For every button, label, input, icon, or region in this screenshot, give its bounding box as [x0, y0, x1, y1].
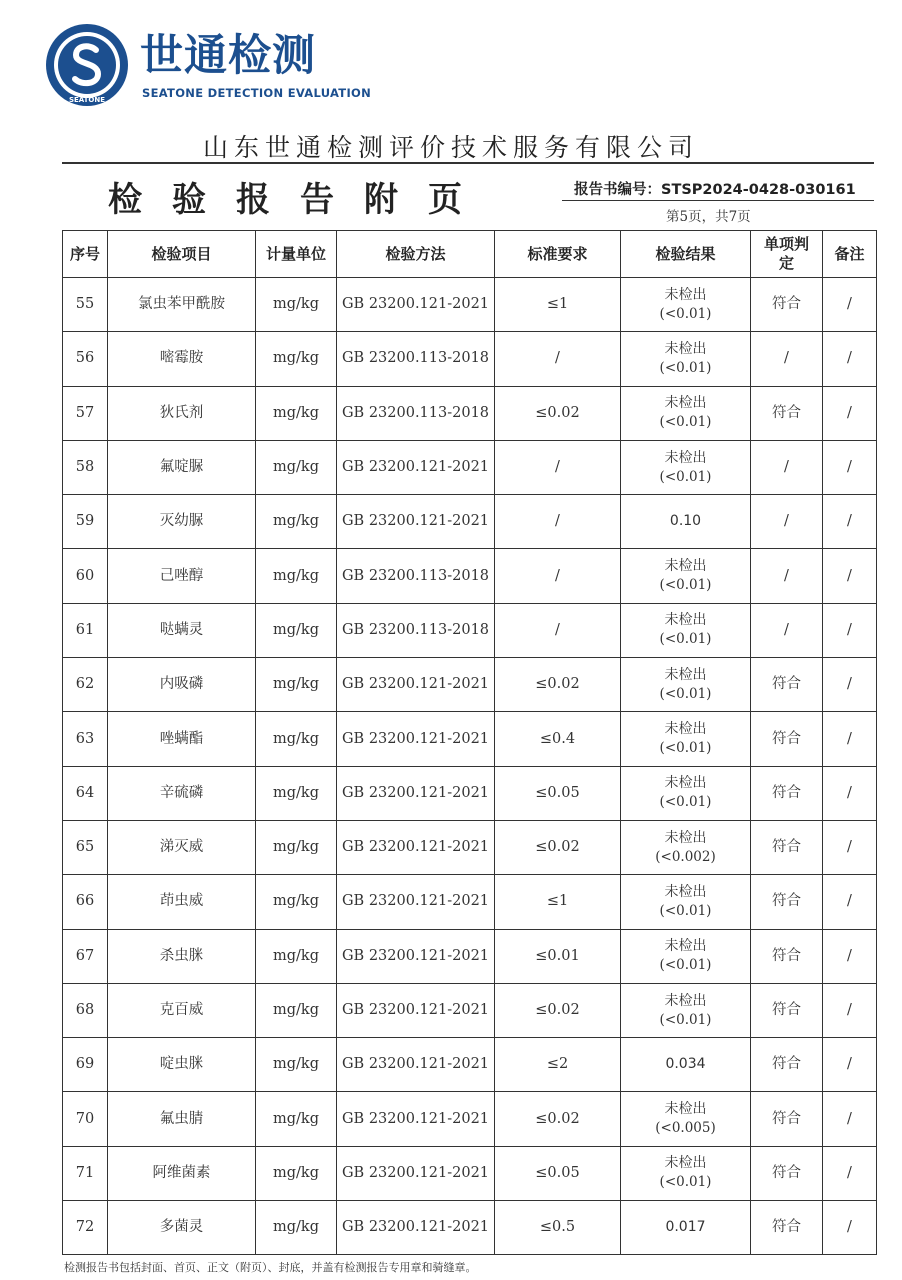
- cell-remark: /: [823, 1146, 877, 1200]
- cell-result: [621, 983, 751, 1037]
- cell-unit: mg/kg: [256, 712, 337, 766]
- result-limit: (<0.002): [655, 848, 716, 865]
- cell-method: GB 23200.121-2021: [337, 440, 495, 494]
- result-value: 未检出: [664, 286, 707, 303]
- cell-remark: /: [823, 332, 877, 386]
- cell-judgement: /: [751, 603, 823, 657]
- cell-unit: mg/kg: [256, 1092, 337, 1146]
- table-row: [63, 820, 877, 874]
- cell-judgement: 符合: [751, 386, 823, 440]
- table-row: [63, 929, 877, 983]
- table-row: [63, 983, 877, 1037]
- cell-method: GB 23200.113-2018: [337, 386, 495, 440]
- cell-unit: mg/kg: [256, 549, 337, 603]
- cell-method: GB 23200.121-2021: [337, 875, 495, 929]
- cell-judgement: 符合: [751, 1092, 823, 1146]
- brand-name-cn: 世通检测: [140, 31, 316, 81]
- table-row: [63, 658, 877, 712]
- cell-item: 克百威: [108, 983, 256, 1037]
- cell-item: 哒螨灵: [108, 603, 256, 657]
- cell-method: GB 23200.121-2021: [337, 495, 495, 549]
- cell-no: 55: [63, 278, 108, 332]
- cell-unit: mg/kg: [256, 820, 337, 874]
- cell-method: GB 23200.121-2021: [337, 766, 495, 820]
- cell-unit: mg/kg: [256, 278, 337, 332]
- cell-remark: /: [823, 549, 877, 603]
- header-standard: 标准要求: [495, 231, 621, 278]
- cell-item: 氯虫苯甲酰胺: [108, 278, 256, 332]
- header-unit: 计量单位: [256, 231, 337, 278]
- cell-method: GB 23200.121-2021: [337, 1038, 495, 1092]
- cell-method: GB 23200.121-2021: [337, 278, 495, 332]
- cell-result: [621, 440, 751, 494]
- table-row: [63, 875, 877, 929]
- table-body: [63, 278, 877, 1255]
- cell-item: 辛硫磷: [108, 766, 256, 820]
- cell-standard: ≤0.02: [495, 1092, 621, 1146]
- cell-no: 60: [63, 549, 108, 603]
- cell-result: [621, 1146, 751, 1200]
- cell-no: 59: [63, 495, 108, 549]
- cell-no: 62: [63, 658, 108, 712]
- header-judgement: 单项判定: [751, 231, 823, 278]
- cell-judgement: /: [751, 495, 823, 549]
- cell-item: 多菌灵: [108, 1201, 256, 1255]
- table-header-row: [63, 231, 877, 278]
- header-divider: [62, 162, 874, 164]
- result-value: 未检出: [664, 829, 707, 846]
- cell-judgement: 符合: [751, 658, 823, 712]
- result-limit: (<0.01): [659, 468, 712, 485]
- cell-standard: ≤0.02: [495, 386, 621, 440]
- header-no: 序号: [63, 231, 108, 278]
- cell-method: GB 23200.121-2021: [337, 983, 495, 1037]
- cell-item: 氟啶脲: [108, 440, 256, 494]
- cell-result: [621, 1092, 751, 1146]
- table-row: [63, 495, 877, 549]
- result-value: 未检出: [664, 1101, 707, 1118]
- result-value: 未检出: [664, 775, 707, 792]
- cell-method: GB 23200.113-2018: [337, 332, 495, 386]
- cell-standard: ≤0.4: [495, 712, 621, 766]
- cell-remark: /: [823, 440, 877, 494]
- cell-result: [621, 658, 751, 712]
- cell-judgement: 符合: [751, 820, 823, 874]
- cell-method: GB 23200.121-2021: [337, 658, 495, 712]
- cell-no: 63: [63, 712, 108, 766]
- cell-item: 涕灭威: [108, 820, 256, 874]
- cell-item: 杀虫脒: [108, 929, 256, 983]
- cell-item: 内吸磷: [108, 658, 256, 712]
- cell-remark: /: [823, 1201, 877, 1255]
- cell-no: 68: [63, 983, 108, 1037]
- result-value: 未检出: [664, 721, 707, 738]
- inspection-table: [62, 230, 877, 1255]
- page-number: 第5页，共7页: [666, 209, 751, 225]
- result-limit: (<0.01): [659, 577, 712, 594]
- cell-no: 69: [63, 1038, 108, 1092]
- cell-unit: mg/kg: [256, 766, 337, 820]
- cell-unit: mg/kg: [256, 386, 337, 440]
- cell-unit: mg/kg: [256, 603, 337, 657]
- cell-result: [621, 278, 751, 332]
- table-row: [63, 549, 877, 603]
- cell-unit: mg/kg: [256, 332, 337, 386]
- result-value: 未检出: [664, 395, 707, 412]
- table-row: [63, 1146, 877, 1200]
- cell-remark: /: [823, 1038, 877, 1092]
- cell-method: GB 23200.113-2018: [337, 603, 495, 657]
- cell-result: [621, 1038, 751, 1092]
- cell-method: GB 23200.121-2021: [337, 929, 495, 983]
- cell-remark: /: [823, 658, 877, 712]
- cell-unit: mg/kg: [256, 1201, 337, 1255]
- cell-item: 嘧霉胺: [108, 332, 256, 386]
- cell-standard: ≤0.02: [495, 658, 621, 712]
- cell-no: 71: [63, 1146, 108, 1200]
- cell-result: [621, 929, 751, 983]
- cell-standard: ≤0.02: [495, 983, 621, 1037]
- header-method: 检验方法: [337, 231, 495, 278]
- cell-remark: /: [823, 1092, 877, 1146]
- cell-result: [621, 495, 751, 549]
- cell-result: [621, 1201, 751, 1255]
- cell-item: 阿维菌素: [108, 1146, 256, 1200]
- cell-method: GB 23200.121-2021: [337, 1201, 495, 1255]
- report-number: 报告书编号：STSP2024-0428-030161: [574, 182, 856, 198]
- cell-judgement: 符合: [751, 983, 823, 1037]
- result-value: 未检出: [664, 938, 707, 955]
- cell-no: 58: [63, 440, 108, 494]
- cell-standard: ≤1: [495, 278, 621, 332]
- table-row: [63, 603, 877, 657]
- result-limit: (<0.01): [659, 1011, 712, 1028]
- cell-standard: ≤1: [495, 875, 621, 929]
- cell-unit: mg/kg: [256, 875, 337, 929]
- cell-no: 65: [63, 820, 108, 874]
- table-row: [63, 712, 877, 766]
- cell-unit: mg/kg: [256, 929, 337, 983]
- cell-standard: /: [495, 495, 621, 549]
- cell-standard: ≤0.05: [495, 1146, 621, 1200]
- cell-standard: ≤0.02: [495, 820, 621, 874]
- cell-result: [621, 712, 751, 766]
- cell-judgement: 符合: [751, 766, 823, 820]
- result-value: 未检出: [664, 449, 707, 466]
- cell-no: 72: [63, 1201, 108, 1255]
- cell-result: [621, 549, 751, 603]
- header-item: 检验项目: [108, 231, 256, 278]
- result-value: 未检出: [664, 612, 707, 629]
- result-limit: (<0.01): [659, 414, 712, 431]
- header-remark: 备注: [823, 231, 877, 278]
- logo-seal-text: SEATONE: [68, 96, 106, 104]
- cell-result: [621, 820, 751, 874]
- table-row: [63, 1092, 877, 1146]
- result-value: 未检出: [664, 992, 707, 1009]
- cell-remark: /: [823, 603, 877, 657]
- result-value: 未检出: [664, 666, 707, 683]
- result-value: 未检出: [664, 1155, 707, 1172]
- table-row: [63, 332, 877, 386]
- footnote: 检测报告书包括封面、首页、正文（附页）、封底，并盖有检测报告专用章和骑缝章。: [64, 1261, 477, 1274]
- cell-remark: /: [823, 712, 877, 766]
- cell-no: 67: [63, 929, 108, 983]
- seatone-logo: [44, 22, 130, 108]
- table-row: [63, 1201, 877, 1255]
- cell-judgement: 符合: [751, 712, 823, 766]
- cell-judgement: /: [751, 549, 823, 603]
- cell-standard: /: [495, 440, 621, 494]
- cell-method: GB 23200.113-2018: [337, 549, 495, 603]
- result-limit: (<0.01): [659, 794, 712, 811]
- cell-no: 56: [63, 332, 108, 386]
- cell-no: 61: [63, 603, 108, 657]
- result-limit: (<0.01): [659, 740, 712, 757]
- cell-unit: mg/kg: [256, 658, 337, 712]
- cell-remark: /: [823, 766, 877, 820]
- result-limit: (<0.01): [659, 685, 712, 702]
- cell-item: 茚虫威: [108, 875, 256, 929]
- cell-judgement: 符合: [751, 1146, 823, 1200]
- table-row: [63, 386, 877, 440]
- cell-remark: /: [823, 278, 877, 332]
- result-value: 0.10: [669, 513, 702, 530]
- cell-standard: ≤0.5: [495, 1201, 621, 1255]
- result-limit: (<0.01): [659, 359, 712, 376]
- cell-standard: /: [495, 332, 621, 386]
- table-row: [63, 440, 877, 494]
- result-limit: (<0.01): [659, 305, 712, 322]
- result-limit: (<0.01): [659, 631, 712, 648]
- cell-item: 氟虫腈: [108, 1092, 256, 1146]
- result-limit: (<0.005): [655, 1120, 716, 1137]
- cell-judgement: 符合: [751, 929, 823, 983]
- cell-unit: mg/kg: [256, 1146, 337, 1200]
- cell-standard: /: [495, 549, 621, 603]
- cell-remark: /: [823, 983, 877, 1037]
- cell-judgement: 符合: [751, 875, 823, 929]
- company-name: 山东世通检测评价技术服务有限公司: [202, 133, 699, 162]
- cell-remark: /: [823, 929, 877, 983]
- result-value: 0.034: [665, 1056, 706, 1073]
- result-value: 未检出: [664, 883, 707, 900]
- cell-method: GB 23200.121-2021: [337, 1146, 495, 1200]
- cell-item: 狄氏剂: [108, 386, 256, 440]
- cell-result: [621, 603, 751, 657]
- result-limit: (<0.01): [659, 1174, 712, 1191]
- table-row: [63, 766, 877, 820]
- cell-unit: mg/kg: [256, 983, 337, 1037]
- cell-judgement: 符合: [751, 278, 823, 332]
- cell-remark: /: [823, 820, 877, 874]
- result-value: 未检出: [664, 340, 707, 357]
- cell-no: 70: [63, 1092, 108, 1146]
- cell-remark: /: [823, 495, 877, 549]
- cell-unit: mg/kg: [256, 495, 337, 549]
- table-row: [63, 1038, 877, 1092]
- cell-standard: ≤2: [495, 1038, 621, 1092]
- header-result: 检验结果: [621, 231, 751, 278]
- cell-method: GB 23200.121-2021: [337, 820, 495, 874]
- cell-judgement: 符合: [751, 1201, 823, 1255]
- cell-method: GB 23200.121-2021: [337, 712, 495, 766]
- report-number-underline: [562, 200, 874, 201]
- result-limit: (<0.01): [659, 902, 712, 919]
- page-title: 检验报告附页: [108, 180, 492, 220]
- cell-result: [621, 386, 751, 440]
- cell-no: 57: [63, 386, 108, 440]
- cell-unit: mg/kg: [256, 440, 337, 494]
- cell-item: 灭幼脲: [108, 495, 256, 549]
- cell-unit: mg/kg: [256, 1038, 337, 1092]
- cell-standard: ≤0.01: [495, 929, 621, 983]
- cell-remark: /: [823, 875, 877, 929]
- cell-item: 啶虫脒: [108, 1038, 256, 1092]
- cell-item: 己唑醇: [108, 549, 256, 603]
- cell-item: 唑螨酯: [108, 712, 256, 766]
- result-value: 0.017: [665, 1219, 706, 1236]
- brand-name-en: SEATONE DETECTION EVALUATION: [142, 86, 372, 100]
- cell-result: [621, 332, 751, 386]
- table-row: [63, 278, 877, 332]
- cell-result: [621, 875, 751, 929]
- result-limit: (<0.01): [659, 957, 712, 974]
- cell-judgement: /: [751, 332, 823, 386]
- cell-no: 64: [63, 766, 108, 820]
- cell-remark: /: [823, 386, 877, 440]
- cell-standard: ≤0.05: [495, 766, 621, 820]
- result-value: 未检出: [664, 558, 707, 575]
- cell-judgement: /: [751, 440, 823, 494]
- cell-method: GB 23200.121-2021: [337, 1092, 495, 1146]
- cell-standard: /: [495, 603, 621, 657]
- cell-result: [621, 766, 751, 820]
- cell-no: 66: [63, 875, 108, 929]
- cell-judgement: 符合: [751, 1038, 823, 1092]
